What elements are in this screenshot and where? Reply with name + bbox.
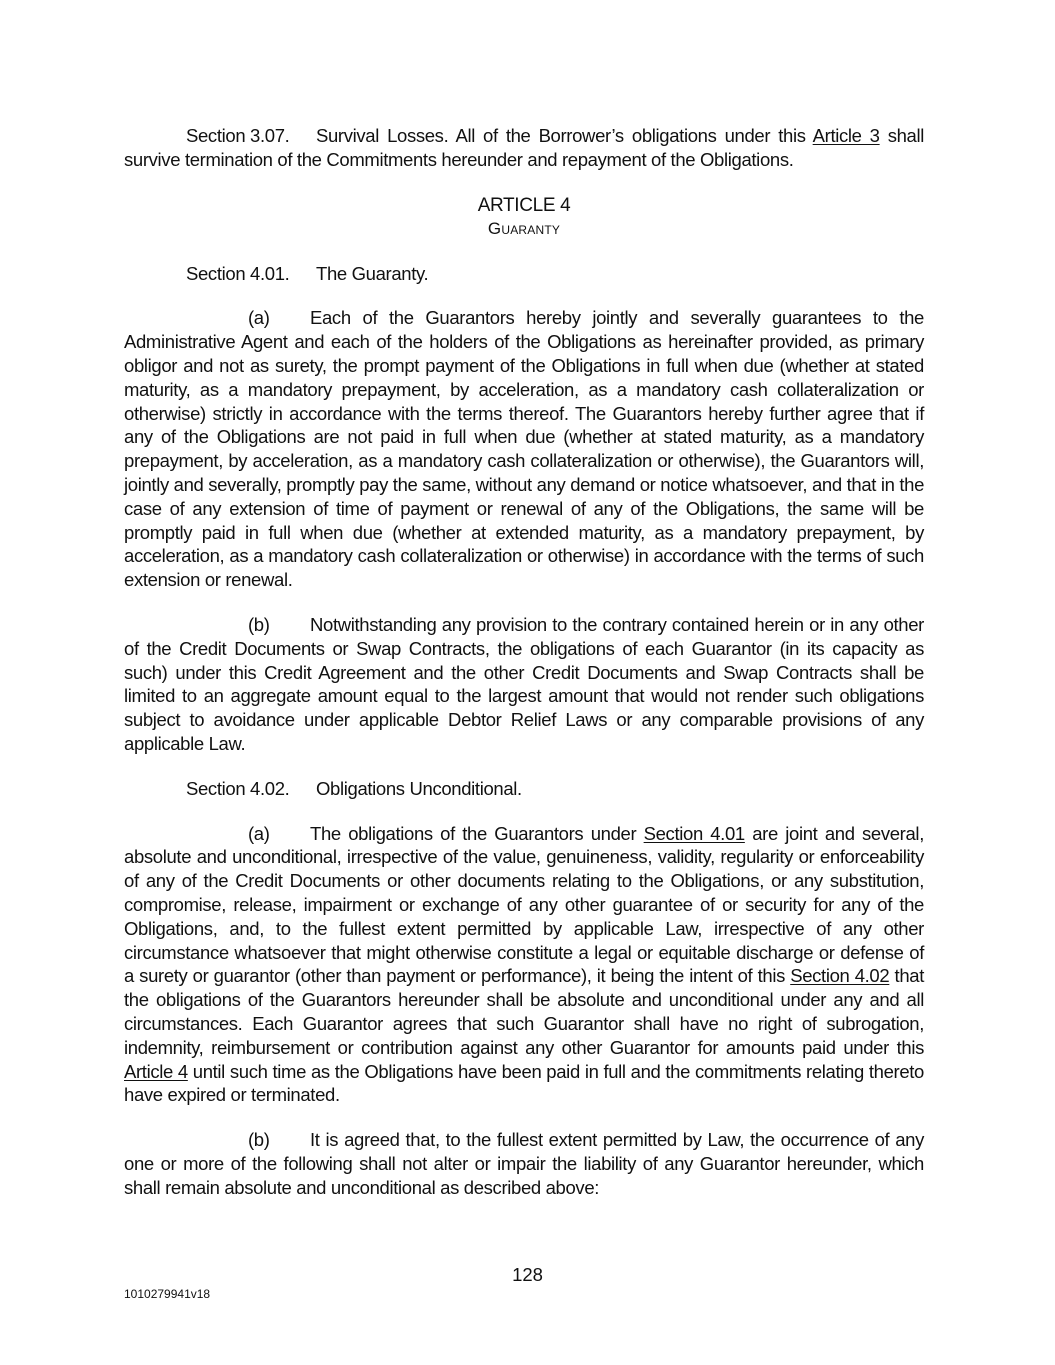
document-page bbox=[124, 124, 924, 1199]
section-text: shall survive termination of the Commitments hereunder and repayment of the Obligations. bbox=[124, 125, 924, 170]
section-4-01-heading bbox=[124, 262, 924, 286]
paragraph-label: (b) bbox=[248, 1129, 270, 1151]
section-title: Survival Losses. bbox=[316, 125, 449, 146]
section-4-02-link: Section 4.02 bbox=[790, 965, 890, 987]
section-number: Section 3.07. bbox=[186, 125, 290, 146]
section-number: Section 4.01. bbox=[186, 262, 290, 284]
section-4-02-a bbox=[124, 822, 924, 1108]
article-title: Guaranty bbox=[487, 218, 561, 238]
paragraph-text: that the obligations of the Guarantors hereunder shall be absolute and unconditional under any and all circumstances. Each Guarantor agrees that such Guarantor shall have no right of subrogation, indemnity, reimbursement or contribution against any other Guarantor for amounts paid under this bbox=[124, 965, 925, 1058]
section-4-01-link: Section 4.01 bbox=[643, 822, 745, 844]
section-3-07 bbox=[124, 124, 924, 172]
paragraph-text: Each of the Guarantors hereby jointly and severally guarantees to the Administrative Agent and each of the holders of the Obligations as hereinafter provided, as primary obligor and not as surety, the prompt payment of the Obligations in full when due (whether at stated maturity, as a mandatory prepayment, by acceleration, as a mandatory cash collateralization or otherwise) strictly in accordance with the terms thereof. The Guarantors hereby further agree that if any of the Obligations are not paid in full when due (whether at stated maturity, as a mandatory prepayment, by acceleration, as a mandatory cash collateralization or otherwise), the Guarantors will, jointly and severally, promptly pay the same, without any demand or notice whatsoever, and that in the case of any extension of time of payment or renewal of any of the Obligations, the same will be promptly paid in full when due (whether at extended maturity, as a mandatory prepayment, by acceleration, as a mandatory cash collateralization or otherwise) in accordance with the terms of such extension or renewal. bbox=[124, 307, 925, 591]
section-title: Obligations Unconditional. bbox=[316, 777, 522, 799]
section-number: Section 4.02. bbox=[186, 777, 290, 799]
paragraph-text: It is agreed that, to the fullest extent permitted by Law, the occurrence of any one or more of the following shall not alter or impair the liability of any Guarantor hereunder, which shall remain absolute and unconditional as described above: bbox=[124, 1129, 924, 1198]
paragraph-text: Notwithstanding any provision to the contrary contained herein or in any other of the Credit Documents or Swap Contracts, the obligations of each Guarantor (in its capacity as such) under this Credit Agreement and the other Credit Documents and Swap Contracts shall be limited to an aggregate amount equal to the largest amount that would not render such obligations subject to avoidance under applicable Debtor Relief Laws or any comparable provisions of any applicable Law. bbox=[124, 613, 924, 754]
paragraph-text: until such time as the Obligations have been paid in full and the commitments relating thereto have expired or terminated. bbox=[124, 1060, 924, 1106]
section-4-02-heading bbox=[124, 777, 924, 801]
section-text: All of the Borrower’s obligations under this bbox=[455, 125, 813, 146]
section-4-01-a bbox=[124, 306, 924, 592]
document-id: 1010279941v18 bbox=[124, 1287, 211, 1301]
paragraph-text: are joint and several, absolute and unconditional, irrespective of the value, genuineness, validity, regularity or enforceability of any of the Credit Documents or other documents relating to the Obligations, or any substitution, compromise, release, impairment or exchange of any other guarantee of or security for any of the Obligations, and, to the fullest extent permitted by applicable Law, irrespective of any other circumstance whatsoever that might otherwise constitute a legal or equitable discharge or defense of a surety or guarantor (other than payment or performance), it being the intent of this bbox=[124, 822, 924, 987]
paragraph-text: The obligations of the Guarantors under bbox=[310, 822, 644, 844]
article-heading: ARTICLE 4 bbox=[477, 194, 571, 216]
article-4-link: Article 4 bbox=[124, 1060, 188, 1082]
section-4-01-b bbox=[124, 613, 924, 756]
section-title: The Guaranty. bbox=[316, 262, 429, 284]
paragraph-label: (a) bbox=[248, 307, 270, 329]
article-3-link: Article 3 bbox=[812, 125, 880, 146]
paragraph-label: (b) bbox=[248, 613, 270, 635]
paragraph-label: (a) bbox=[248, 822, 270, 844]
section-4-02-b bbox=[124, 1128, 924, 1199]
page-number: 128 bbox=[512, 1264, 543, 1285]
